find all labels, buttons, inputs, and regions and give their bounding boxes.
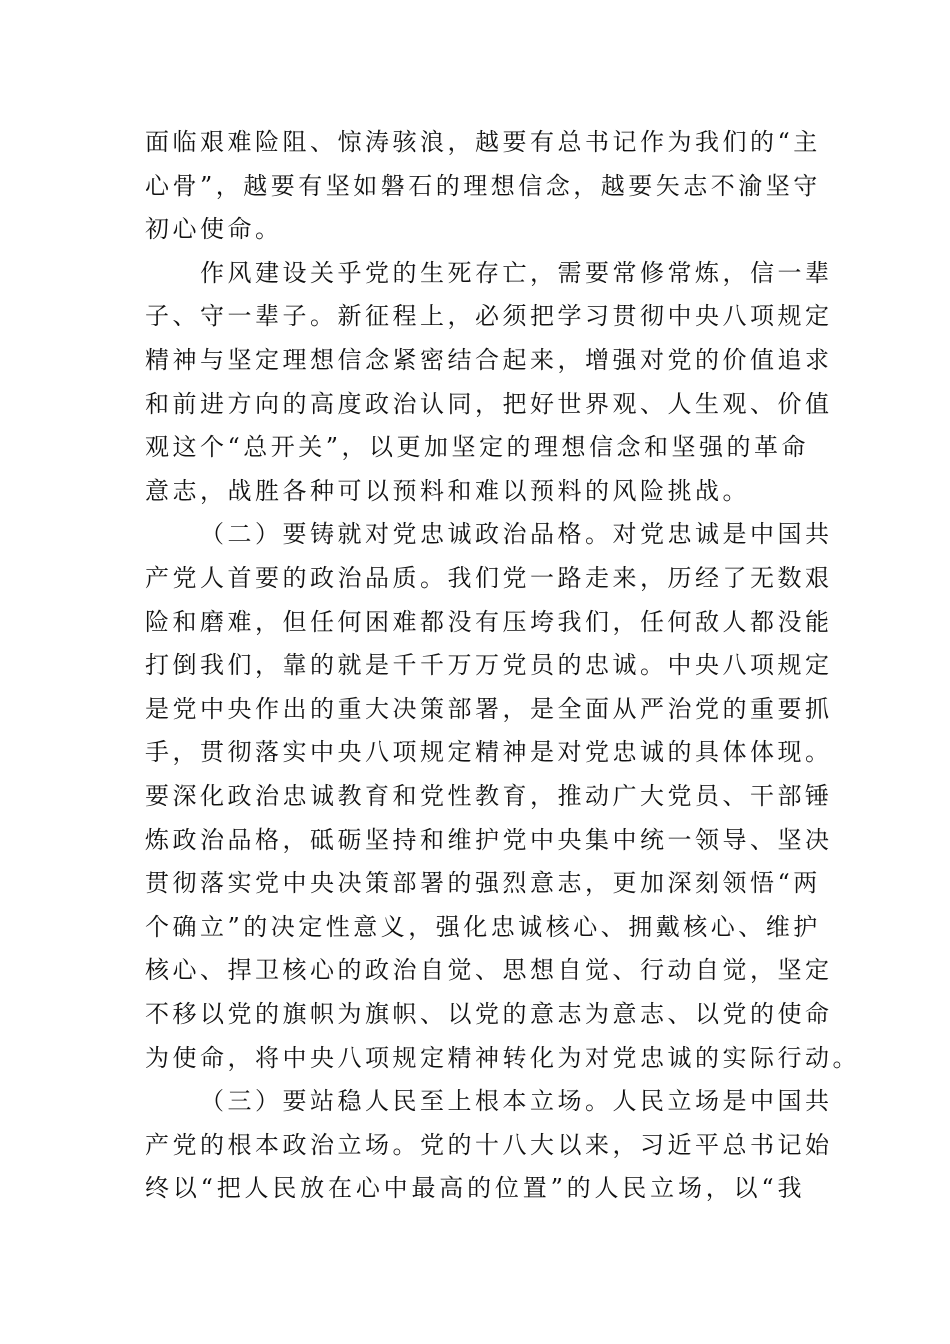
paragraph-3-line: 为使命，将中央八项规定精神转化为对党忠诚的实际行动。	[145, 1043, 860, 1072]
paragraph-3-line: 险和磨难，但任何困难都没有压垮我们，任何敌人都没能	[145, 607, 833, 636]
paragraph-3-line: 不移以党的旗帜为旗帜、以党的意志为意志、以党的使命	[145, 1000, 833, 1028]
paragraph-2-line: 和前进方向的高度政治认同，把好世界观、人生观、价值	[145, 389, 833, 418]
paragraph-1-line: 面临艰难险阻、惊涛骇浪，越要有总书记作为我们的“主	[145, 128, 821, 156]
paragraph-3-line: 产党人首要的政治品质。我们党一路走来，历经了无数艰	[145, 564, 833, 592]
paragraph-4-line: 产党的根本政治立场。党的十八大以来，习近平总书记始	[145, 1130, 833, 1159]
paragraph-3-line: 是党中央作出的重大决策部署，是全面从严治党的重要抓	[145, 694, 833, 723]
paragraph-3-line: 炼政治品格，砥砺坚持和维护党中央集中统一领导、坚决	[145, 825, 833, 854]
paragraph-3-line: 要深化政治忠诚教育和党性教育，推动广大党员、干部锤	[145, 782, 833, 810]
paragraph-2-line: 观这个“总开关”，以更加坚定的理想信念和坚强的革命	[145, 433, 810, 462]
paragraph-3-line: 手，贯彻落实中央八项规定精神是对党忠诚的具体体现。	[145, 738, 833, 767]
paragraph-1-line: 心骨”，越要有坚如磐石的理想信念，越要矢志不渝坚守	[145, 171, 821, 200]
paragraph-3-line: 贯彻落实党中央决策部署的强烈意志，更加深刻领悟“两	[145, 869, 821, 898]
paragraph-3-line: （二）要铸就对党忠诚政治品格。对党忠诚是中国共	[200, 520, 833, 549]
paragraph-4-line: （三）要站稳人民至上根本立场。人民立场是中国共	[200, 1087, 833, 1116]
paragraph-3-line: 个确立”的决定性意义，强化忠诚核心、拥戴核心、维护	[145, 912, 821, 941]
paragraph-2-line: 意志，战胜各种可以预料和难以预料的风险挑战。	[145, 476, 750, 505]
paragraph-2-line: 精神与坚定理想信念紧密结合起来，增强对党的价值追求	[145, 346, 833, 374]
paragraph-4-line: 终以“把人民放在心中最高的位置”的人民立场，以“我	[145, 1174, 805, 1203]
paragraph-3-line: 打倒我们，靠的就是千千万万党员的忠诚。中央八项规定	[145, 651, 833, 680]
paragraph-1-line: 初心使命。	[145, 215, 283, 244]
paragraph-2-line: 作风建设关乎党的生死存亡，需要常修常炼，信一辈	[200, 258, 833, 287]
paragraph-3-line: 核心、捍卫核心的政治自觉、思想自觉、行动自觉，坚定	[145, 956, 833, 985]
paragraph-2-line: 子、守一辈子。新征程上，必须把学习贯彻中央八项规定	[145, 302, 833, 331]
